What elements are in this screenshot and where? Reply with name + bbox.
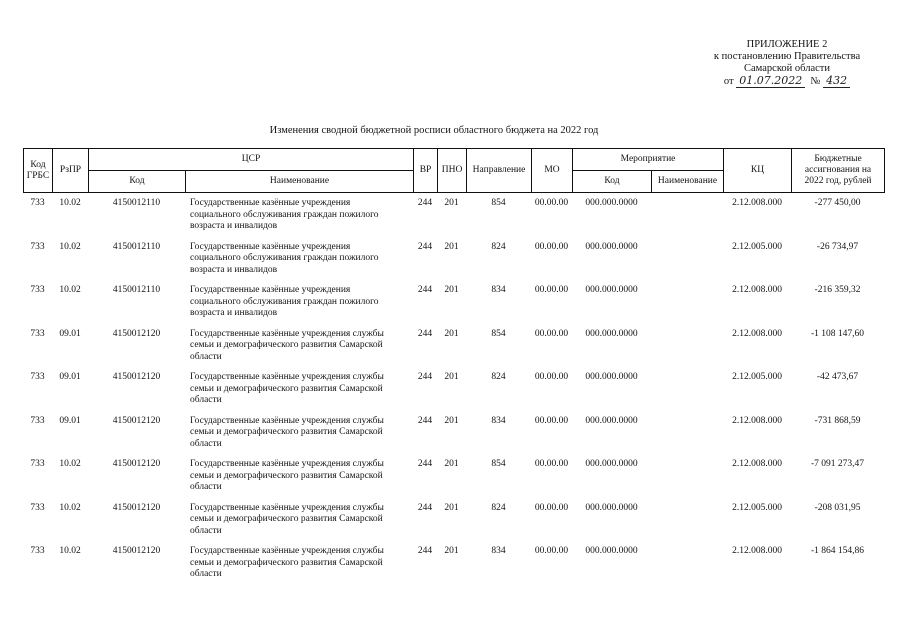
csr-name-line: социального обслуживания граждан пожилого — [190, 253, 379, 263]
cell-event-code: 000.000.0000 — [585, 285, 638, 295]
cell-amount: -7 091 273,47 — [810, 459, 865, 469]
cell-vr: 244 — [417, 241, 433, 252]
csr-name-line: возраста и инвалидов — [190, 264, 278, 275]
cell-csr-name — [185, 416, 413, 451]
cell-kc: 2.12.008.000 — [732, 415, 782, 426]
cell-rzpr: 10.02 — [59, 241, 81, 252]
cell-event-name — [651, 546, 723, 581]
cell-direction: 854 — [491, 328, 506, 339]
header-grbs-line: ГРБС — [26, 170, 50, 181]
cell-csr-code: 4150012120 — [112, 546, 161, 556]
cell-pno: 201 — [444, 241, 459, 252]
cell-mo: 00.00.00 — [534, 546, 569, 556]
cell-rzpr: 10.02 — [59, 502, 81, 513]
cell-mo: 00.00.00 — [534, 198, 569, 208]
cell-grbs: 733 — [30, 285, 45, 295]
table-row — [23, 372, 884, 407]
header-amount-line: Бюджетные — [814, 154, 862, 164]
cell-grbs: 733 — [30, 328, 45, 339]
cell-event-name — [651, 503, 723, 538]
cell-rzpr: 10.02 — [59, 198, 81, 208]
cell-vr: 244 — [417, 372, 433, 382]
cell-event-name — [651, 198, 723, 233]
cell-pno: 201 — [444, 328, 459, 339]
cell-vr: 244 — [417, 328, 433, 339]
header-event: Мероприятие — [573, 149, 724, 171]
cell-csr-name — [185, 546, 413, 581]
cell-grbs: 733 — [30, 198, 45, 208]
cell-kc: 2.12.005.000 — [732, 372, 782, 382]
cell-event-name — [651, 372, 723, 407]
cell-kc: 2.12.008.000 — [732, 459, 782, 469]
cell-grbs: 733 — [30, 415, 45, 426]
table-row — [23, 198, 884, 233]
cell-pno: 201 — [444, 372, 459, 382]
cell-csr-name — [185, 459, 413, 494]
cell-csr-name — [185, 329, 413, 364]
cell-vr: 244 — [417, 198, 433, 208]
csr-name-line: семьи и демографического развития Самарской — [190, 514, 383, 524]
header-grbs — [24, 149, 53, 193]
cell-direction: 834 — [491, 546, 506, 556]
csr-name-line: Государственные казённые учреждения службы — [190, 372, 384, 382]
cell-rzpr: 09.01 — [59, 415, 81, 426]
csr-name-line: Государственные казённые учреждения службы — [190, 546, 384, 556]
cell-csr-code: 4150012120 — [112, 328, 161, 339]
header-grbs-line: Код — [30, 159, 46, 170]
cell-vr: 244 — [417, 415, 433, 426]
cell-mo: 00.00.00 — [534, 502, 569, 513]
cell-mo: 00.00.00 — [534, 328, 569, 339]
header-kc: КЦ — [724, 149, 792, 193]
cell-grbs: 733 — [30, 372, 45, 382]
cell-csr-name — [185, 285, 413, 320]
csr-name-line: области — [190, 569, 222, 579]
cell-event-code: 000.000.0000 — [585, 328, 638, 339]
csr-name-line: области — [190, 395, 222, 405]
cell-csr-name — [185, 198, 413, 233]
cell-kc: 2.12.008.000 — [732, 198, 782, 208]
cell-event-code: 000.000.0000 — [585, 241, 638, 252]
cell-amount: -216 359,32 — [814, 285, 861, 295]
table-row — [23, 503, 884, 538]
header-amount-line: 2022 год, рублей — [804, 176, 872, 186]
cell-grbs: 733 — [30, 241, 45, 252]
cell-rzpr: 10.02 — [59, 546, 81, 556]
cell-csr-code: 4150012120 — [112, 502, 161, 513]
cell-direction: 854 — [491, 198, 506, 208]
csr-name-line: возраста и инвалидов — [190, 221, 278, 231]
cell-direction: 824 — [491, 241, 506, 252]
cell-event-name — [651, 242, 723, 277]
cell-event-code: 000.000.0000 — [585, 415, 638, 426]
header-event-name: Наименование — [652, 171, 724, 193]
cell-grbs: 733 — [30, 459, 45, 469]
csr-name-line: Государственные казённые учреждения службы — [190, 415, 384, 426]
csr-name-line: Государственные казённые учреждения — [190, 241, 351, 252]
cell-event-code: 000.000.0000 — [585, 198, 638, 208]
cell-csr-code: 4150012110 — [112, 285, 161, 295]
cell-mo: 00.00.00 — [534, 415, 569, 426]
appendix-authority: Самарской области — [744, 63, 830, 74]
cell-csr-code: 4150012110 — [112, 198, 161, 208]
csr-name-line: семьи и демографического развития Самарской — [190, 470, 383, 481]
cell-amount: -1 864 154,86 — [810, 546, 865, 556]
cell-event-code: 000.000.0000 — [585, 459, 638, 469]
header-csr: ЦСР — [89, 149, 414, 171]
cell-direction: 834 — [491, 415, 506, 426]
table-row — [23, 329, 884, 364]
cell-csr-code: 4150012110 — [112, 241, 161, 252]
cell-vr: 244 — [417, 546, 433, 556]
table-header — [23, 148, 885, 193]
cell-amount: -42 473,67 — [816, 372, 859, 382]
cell-kc: 2.12.005.000 — [732, 241, 782, 252]
cell-amount: -1 108 147,60 — [810, 328, 865, 339]
csr-name-line: области — [190, 525, 222, 536]
cell-amount: -26 734,97 — [816, 241, 859, 252]
cell-pno: 201 — [444, 459, 459, 469]
header-vr: ВР — [414, 149, 438, 193]
header-pno: ПНО — [438, 149, 467, 193]
cell-kc: 2.12.008.000 — [732, 285, 782, 295]
cell-kc: 2.12.005.000 — [732, 502, 782, 513]
cell-mo: 00.00.00 — [534, 241, 569, 252]
cell-event-name — [651, 459, 723, 494]
cell-pno: 201 — [444, 502, 459, 513]
csr-name-line: семьи и демографического развития Самарской — [190, 340, 383, 350]
cell-event-code: 000.000.0000 — [585, 546, 638, 556]
cell-csr-name — [185, 242, 413, 277]
csr-name-line: социального обслуживания граждан пожилого — [190, 296, 379, 307]
cell-direction: 854 — [491, 459, 506, 469]
cell-vr: 244 — [417, 502, 433, 513]
csr-name-line: семьи и демографического развития Самарской — [190, 427, 383, 437]
header-mo: МО — [532, 149, 573, 193]
number-prefix: № — [810, 76, 821, 87]
csr-name-line: Государственные казённые учреждения службы — [190, 328, 384, 339]
csr-name-line: области — [190, 351, 222, 362]
cell-csr-name — [185, 503, 413, 538]
csr-name-line: Государственные казённые учреждения — [190, 285, 351, 295]
handwritten-number: 432 — [823, 74, 850, 88]
csr-name-line: Государственные казённые учреждения службы — [190, 502, 384, 513]
csr-name-line: возраста и инвалидов — [190, 308, 278, 318]
cell-event-name — [651, 285, 723, 320]
cell-amount: -208 031,95 — [814, 502, 861, 513]
cell-pno: 201 — [444, 198, 459, 208]
cell-direction: 834 — [491, 285, 506, 295]
cell-event-code: 000.000.0000 — [585, 502, 638, 513]
table-row — [23, 459, 884, 494]
cell-rzpr: 09.01 — [59, 328, 81, 339]
table-row — [23, 416, 884, 451]
cell-kc: 2.12.008.000 — [732, 328, 782, 339]
header-rzpr: РзПР — [53, 149, 89, 193]
csr-name-line: социального обслуживания граждан пожилого — [190, 209, 379, 220]
header-event-code: Код — [573, 171, 652, 193]
header-csr-code: Код — [89, 171, 186, 193]
cell-pno: 201 — [444, 285, 459, 295]
cell-rzpr: 10.02 — [59, 285, 81, 295]
table-row — [23, 242, 884, 277]
cell-event-name — [651, 416, 723, 451]
cell-event-code: 000.000.0000 — [585, 372, 638, 382]
cell-grbs: 733 — [30, 502, 45, 513]
csr-name-line: области — [190, 438, 222, 449]
appendix-date-line — [704, 75, 870, 88]
cell-vr: 244 — [417, 459, 433, 469]
cell-mo: 00.00.00 — [534, 285, 569, 295]
cell-mo: 00.00.00 — [534, 459, 569, 469]
table-row — [23, 546, 884, 581]
date-prefix: от — [723, 76, 734, 87]
cell-csr-code: 4150012120 — [112, 459, 161, 469]
cell-vr: 244 — [417, 285, 433, 295]
cell-csr-name — [185, 372, 413, 407]
header-direction: Направление — [467, 149, 532, 193]
csr-name-line: области — [190, 482, 222, 492]
csr-name-line: Государственные казённые учреждения — [190, 198, 351, 208]
appendix-title: ПРИЛОЖЕНИЕ 2 — [746, 39, 828, 50]
appendix-reference: к постановлению Правительства — [713, 51, 861, 62]
csr-name-line: Государственные казённые учреждения службы — [190, 459, 384, 469]
cell-grbs: 733 — [30, 546, 45, 556]
handwritten-date: 01.07.2022 — [736, 74, 805, 88]
cell-amount: -731 868,59 — [814, 415, 861, 426]
cell-rzpr: 10.02 — [59, 459, 81, 469]
csr-name-line: семьи и демографического развития Самарской — [190, 557, 383, 568]
cell-csr-code: 4150012120 — [112, 372, 161, 382]
header-amount — [792, 149, 885, 193]
cell-direction: 824 — [491, 372, 506, 382]
cell-kc: 2.12.008.000 — [732, 546, 782, 556]
csr-name-line: семьи и демографического развития Самарской — [190, 383, 383, 394]
cell-direction: 824 — [491, 502, 506, 513]
cell-pno: 201 — [444, 415, 459, 426]
cell-event-name — [651, 329, 723, 364]
cell-pno: 201 — [444, 546, 459, 556]
cell-mo: 00.00.00 — [534, 372, 569, 382]
document-title: Изменения сводной бюджетной росписи областного бюджета на 2022 год — [269, 125, 599, 136]
table-row — [23, 285, 884, 320]
header-amount-line: ассигнования на — [804, 165, 872, 175]
cell-rzpr: 09.01 — [59, 372, 81, 382]
header-csr-name: Наименование — [186, 171, 414, 193]
cell-csr-code: 4150012120 — [112, 415, 161, 426]
cell-amount: -277 450,00 — [814, 198, 861, 208]
